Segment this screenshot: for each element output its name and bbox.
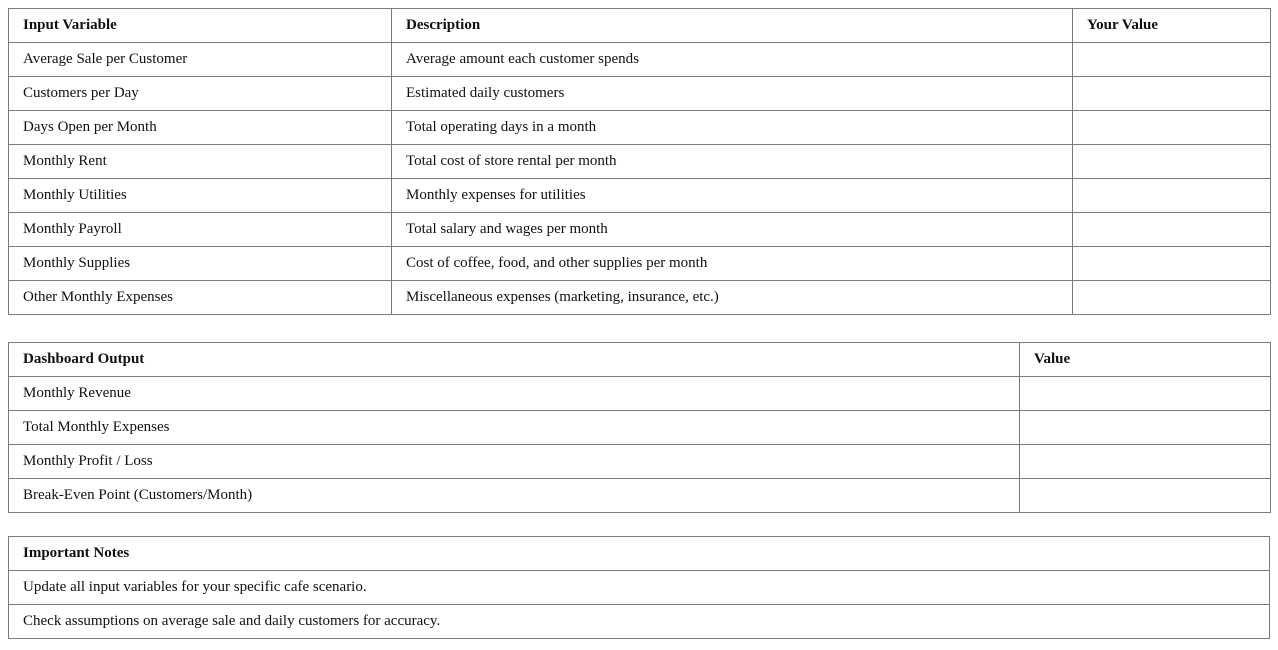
table-row [9,411,1271,445]
variable-cell: Customers per Day [9,77,392,111]
output-value-cell [1020,479,1271,513]
important-notes-table [8,536,1270,639]
description-cell: Total operating days in a month [392,111,1073,145]
variable-cell: Days Open per Month [9,111,392,145]
variable-cell: Monthly Rent [9,145,392,179]
your-value-cell[interactable] [1073,77,1271,111]
description-cell: Monthly expenses for utilities [392,179,1073,213]
description-cell: Total salary and wages per month [392,213,1073,247]
header-important-notes: Important Notes [9,537,1270,571]
description-cell: Miscellaneous expenses (marketing, insurance, etc.) [392,281,1073,315]
table-header-row [9,537,1270,571]
output-label-cell: Break-Even Point (Customers/Month) [9,479,1020,513]
your-value-cell[interactable] [1073,179,1271,213]
output-label-cell: Monthly Revenue [9,377,1020,411]
your-value-cell[interactable] [1073,111,1271,145]
table-header-row [9,9,1271,43]
output-value-cell [1020,411,1271,445]
table-row [9,43,1271,77]
table-row [9,377,1271,411]
variable-cell: Monthly Utilities [9,179,392,213]
variable-cell: Other Monthly Expenses [9,281,392,315]
table-row [9,247,1271,281]
table-row [9,111,1271,145]
your-value-cell[interactable] [1073,213,1271,247]
header-dashboard-output: Dashboard Output [9,343,1020,377]
header-value: Value [1020,343,1271,377]
your-value-cell[interactable] [1073,145,1271,179]
table-header-row [9,343,1271,377]
variable-cell: Monthly Payroll [9,213,392,247]
table-row [9,179,1271,213]
output-label-cell: Monthly Profit / Loss [9,445,1020,479]
header-description: Description [392,9,1073,43]
table-row [9,145,1271,179]
description-cell: Average amount each customer spends [392,43,1073,77]
header-input-variable: Input Variable [9,9,392,43]
description-cell: Estimated daily customers [392,77,1073,111]
table-row [9,213,1271,247]
description-cell: Cost of coffee, food, and other supplies per month [392,247,1073,281]
variable-cell: Average Sale per Customer [9,43,392,77]
dashboard-output-table [8,342,1271,513]
table-row [9,605,1270,639]
output-value-cell [1020,377,1271,411]
output-value-cell [1020,445,1271,479]
description-cell: Total cost of store rental per month [392,145,1073,179]
note-cell: Check assumptions on average sale and daily customers for accuracy. [9,605,1270,639]
table-row [9,479,1271,513]
your-value-cell[interactable] [1073,281,1271,315]
your-value-cell[interactable] [1073,247,1271,281]
table-row [9,281,1271,315]
table-row [9,571,1270,605]
variable-cell: Monthly Supplies [9,247,392,281]
table-row [9,445,1271,479]
note-cell: Update all input variables for your specific cafe scenario. [9,571,1270,605]
your-value-cell[interactable] [1073,43,1271,77]
header-your-value: Your Value [1073,9,1271,43]
output-label-cell: Total Monthly Expenses [9,411,1020,445]
table-row [9,77,1271,111]
input-variables-table [8,8,1271,315]
